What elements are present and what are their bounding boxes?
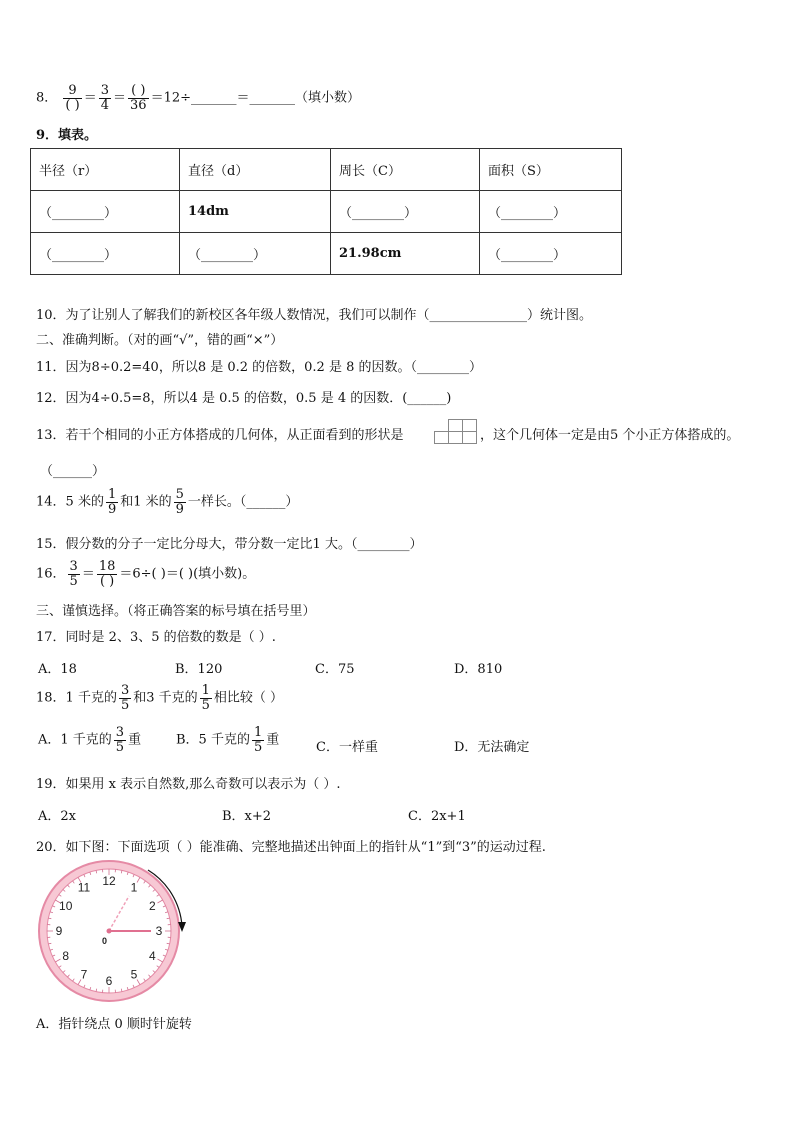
table-cell: 21.98cm [331, 233, 480, 275]
option-b[interactable]: B．5 千克的 $\frac{1}{5}$ 重 [176, 725, 280, 755]
question-9-title: 9．填表。 [36, 128, 98, 143]
table-cell[interactable]: （________） [31, 233, 180, 275]
table-cell: 14dm [180, 191, 331, 233]
fraction: $\frac{3}{4}$ [100, 83, 109, 113]
option-c[interactable]: C．2x+1 [408, 809, 466, 824]
question-16: 16． $\frac{3}{5}$ ＝ $\frac{18}{( )}$ ＝6÷( )＝( )(填小数)。 [36, 559, 256, 589]
fraction: $\frac{( )}{36}$ [130, 83, 147, 113]
clock-number: 11 [77, 880, 91, 895]
table-cell[interactable]: （________） [480, 191, 622, 233]
question-13-answer[interactable]: （______） [40, 464, 106, 479]
question-18: 18．1 千克的 $\frac{3}{5}$ 和3 千克的 $\frac{1}{5}$ 相比较（ ） [36, 683, 284, 713]
fraction: $\frac{18}{( )}$ [98, 559, 116, 589]
header-cell: 直径（d） [180, 149, 331, 191]
question-13: 13．若干个相同的小正方体搭成的几何体，从正面看到的形状是 [36, 428, 404, 443]
section-3-heading: 三、谨慎选择。（将正确答案的标号填在括号里） [36, 604, 316, 619]
option-d[interactable]: D．无法确定 [454, 740, 530, 755]
option-b[interactable]: B．x+2 [222, 809, 272, 824]
option-a[interactable]: A．1 千克的 $\frac{3}{5}$ 重 [38, 725, 142, 755]
option-a[interactable]: A．2x [38, 809, 76, 824]
fraction: $\frac{1}{5}$ [201, 683, 210, 713]
clock-number: 7 [80, 967, 88, 982]
question-17: 17．同时是 2、3、5 的倍数的数是（ ）. [36, 630, 276, 645]
section-2-heading: 二、准确判断。（对的画“√”，错的画“×”） [36, 333, 284, 348]
clock-figure [36, 858, 196, 1018]
clock-number: 6 [105, 974, 113, 988]
clock-number: 5 [130, 967, 138, 982]
table-header-row [31, 149, 622, 191]
question-19: 19．如果用 x 表示自然数,那么奇数可以表示为（ ）. [36, 777, 341, 792]
table-row [31, 233, 622, 275]
question-20: 20．如下图：下面选项（ ）能准确、完整地描述出钟面上的指针从“1”到“3”的运动过程. [36, 840, 546, 855]
clock-center [107, 929, 112, 934]
clock-number: 8 [62, 949, 70, 963]
fraction: $\frac{3}{5}$ [120, 683, 130, 713]
header-cell: 面积（S） [480, 149, 622, 191]
fraction: $\frac{1}{9}$ [107, 487, 117, 517]
clock-number: 10 [59, 899, 73, 913]
header-cell: 周长（C） [331, 149, 480, 191]
option-c[interactable]: C．75 [315, 662, 355, 677]
fraction: $\frac{5}{9}$ [175, 487, 184, 517]
table-cell[interactable]: （________） [31, 191, 180, 233]
table-cell[interactable]: （________） [331, 191, 480, 233]
clock-number: 9 [55, 924, 63, 938]
question-10: 10．为了让别人了解我们的新校区各年级人数情况，我们可以制作（_______________）统计图。 [36, 308, 593, 323]
option-a[interactable]: A．18 [38, 662, 77, 677]
option-d[interactable]: D．810 [454, 662, 503, 677]
center-label: 0 [102, 936, 108, 946]
header-cell: 半径（r） [31, 149, 180, 191]
question-14: 14．5 米的 $\frac{1}{9}$ 和1 米的 $\frac{5}{9}$ 一样长。（______） [36, 487, 299, 517]
fill-table [30, 148, 622, 275]
table-cell[interactable]: （________） [480, 233, 622, 275]
question-11: 11．因为8÷0.2=40，所以8 是 0.2 的倍数，0.2 是 8 的因数。（________） [36, 360, 482, 375]
clock-number: 1 [130, 880, 138, 895]
fraction: $\frac{9}{( )}$ [65, 83, 80, 113]
question-8: 8． $\frac{9}{( )}$ ＝ $\frac{3}{4}$ ＝ $\frac{( )}{36}$ ＝12÷_______＝_______（填小数） [36, 83, 360, 113]
question-20-option-a[interactable]: A．指针绕点 0 顺时针旋转 [36, 1017, 192, 1032]
table-row [31, 191, 622, 233]
clock-number: 3 [155, 924, 163, 938]
clock-number: 2 [148, 899, 156, 913]
table-cell[interactable]: （________） [180, 233, 331, 275]
clock-number: 12 [102, 874, 116, 888]
question-15: 15．假分数的分子一定比分母大，带分数一定比1 大。（________） [36, 537, 423, 552]
option-c[interactable]: C．一样重 [316, 740, 378, 755]
fraction: $\frac{3}{5}$ [69, 559, 78, 589]
question-13-cont: ，这个几何体一定是由5 个小正方体搭成的。 [480, 428, 740, 443]
question-12: 12．因为4÷0.5=8，所以4 是 0.5 的倍数，0.5 是 4 的因数．(______) [36, 391, 452, 406]
option-b[interactable]: B．120 [175, 662, 223, 677]
clock-number: 4 [148, 949, 156, 963]
